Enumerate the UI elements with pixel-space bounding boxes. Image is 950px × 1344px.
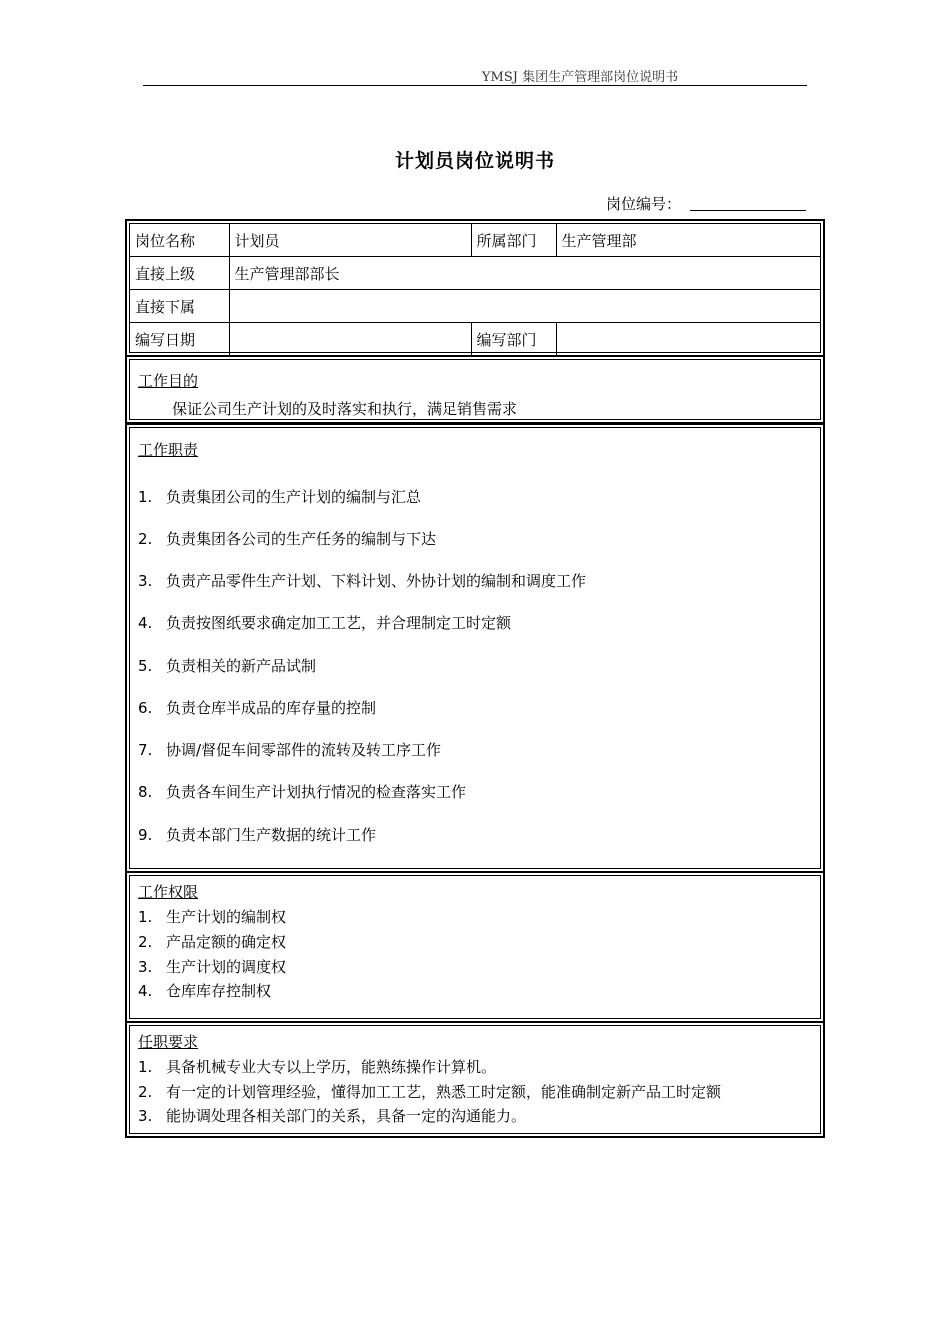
table-row bbox=[130, 290, 820, 323]
post-name-value: 计划员 bbox=[229, 224, 471, 257]
date-value bbox=[229, 323, 471, 356]
date-label: 编写日期 bbox=[130, 323, 229, 356]
purpose-title: 工作目的 bbox=[138, 372, 199, 390]
dept-label: 所属部门 bbox=[471, 224, 556, 257]
authority-title: 工作权限 bbox=[138, 883, 199, 901]
list-item: 6. 负责仓库半成品的库存量的控制 bbox=[138, 699, 377, 717]
subordinate-label: 直接下属 bbox=[130, 290, 229, 323]
list-item: 3. 能协调处理各相关部门的关系，具备一定的沟通能力。 bbox=[138, 1107, 527, 1125]
post-name-label: 岗位名称 bbox=[130, 224, 229, 257]
writer-dept-value bbox=[556, 323, 820, 356]
duties-title: 工作职责 bbox=[138, 441, 199, 459]
list-item: 4. 负责按图纸要求确定加工工艺，并合理制定工时定额 bbox=[138, 614, 512, 632]
table-row bbox=[130, 224, 820, 257]
dept-value: 生产管理部 bbox=[556, 224, 820, 257]
requirements-block bbox=[125, 1021, 825, 1138]
list-item: 1. 生产计划的编制权 bbox=[138, 908, 287, 926]
list-item: 1. 负责集团公司的生产计划的编制与汇总 bbox=[138, 488, 422, 506]
duties-block bbox=[125, 423, 825, 873]
info-table bbox=[130, 224, 820, 355]
list-item: 5. 负责相关的新产品试制 bbox=[138, 657, 317, 675]
page-title: 计划员岗位说明书 bbox=[394, 150, 555, 172]
superior-value: 生产管理部部长 bbox=[229, 257, 820, 290]
list-item: 8. 负责各车间生产计划执行情况的检查落实工作 bbox=[138, 783, 467, 801]
list-item: 2. 产品定额的确定权 bbox=[138, 933, 287, 951]
requirements-title: 任职要求 bbox=[138, 1033, 199, 1051]
list-item: 7. 协调/督促车间零部件的流转及转工序工作 bbox=[138, 741, 442, 759]
list-item: 2. 负责集团各公司的生产任务的编制与下达 bbox=[138, 530, 437, 548]
post-number-label: 岗位编号： bbox=[606, 195, 682, 213]
list-item: 3. 生产计划的调度权 bbox=[138, 958, 287, 976]
table-row bbox=[130, 257, 820, 290]
list-item: 2. 有一定的计划管理经验，懂得加工工艺，熟悉工时定额，能准确制定新产品工时定额 bbox=[138, 1083, 722, 1101]
subordinate-value bbox=[229, 290, 820, 323]
superior-label: 直接上级 bbox=[130, 257, 229, 290]
purpose-text: 保证公司生产计划的及时落实和执行，满足销售需求 bbox=[172, 400, 518, 418]
list-item: 4. 仓库库存控制权 bbox=[138, 982, 272, 1000]
writer-dept-label: 编写部门 bbox=[471, 323, 556, 356]
post-number-field[interactable] bbox=[690, 210, 806, 211]
table-row bbox=[130, 323, 820, 356]
list-item: 1. 具备机械专业大专以上学历，能熟练操作计算机。 bbox=[138, 1058, 497, 1076]
info-block bbox=[125, 219, 825, 357]
list-item: 3. 负责产品零件生产计划、下料计划、外协计划的编制和调度工作 bbox=[138, 572, 587, 590]
authority-block bbox=[125, 871, 825, 1023]
list-item: 9. 负责本部门生产数据的统计工作 bbox=[138, 826, 377, 844]
document-header: YMSJ 集团生产管理部岗位说明书 bbox=[481, 70, 679, 85]
header-rule bbox=[143, 85, 807, 86]
purpose-block bbox=[125, 355, 825, 424]
